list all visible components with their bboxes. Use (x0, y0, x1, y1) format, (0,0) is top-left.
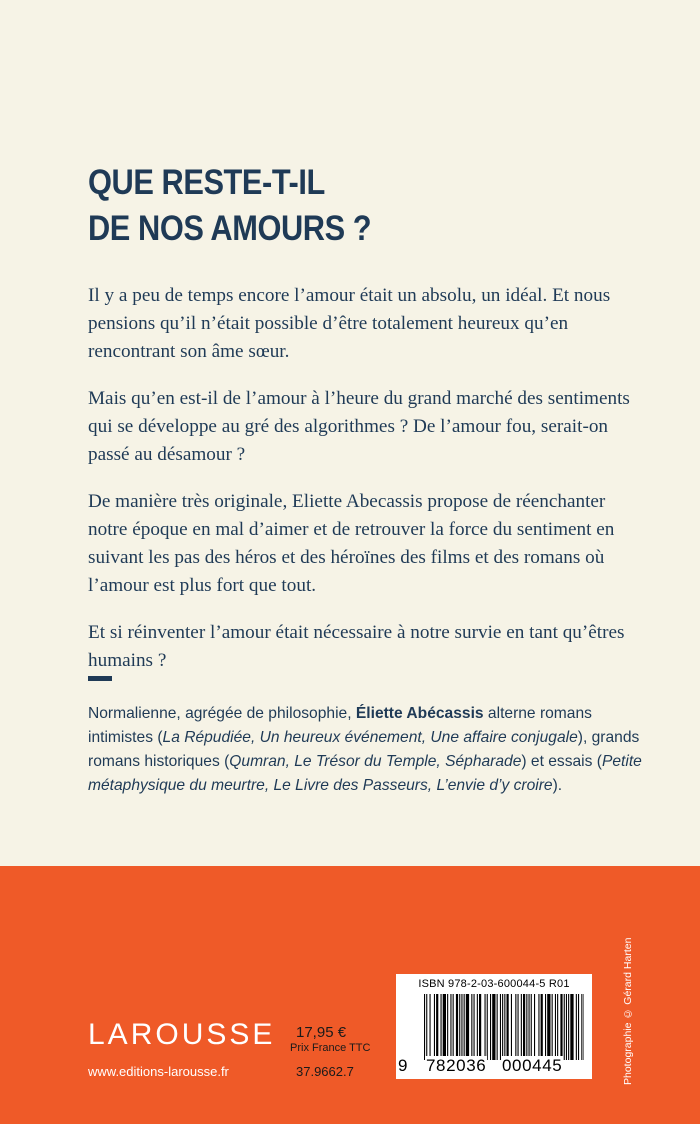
isbn-label: ISBN 978-2-03-600044-5 R01 (418, 978, 570, 990)
barcode-bar (477, 994, 478, 1060)
barcode-bar (430, 994, 431, 1060)
barcode-bar (529, 994, 530, 1060)
author-name: Éliette Abécassis (355, 705, 484, 722)
barcode-bar (426, 994, 427, 1060)
barcode-bar (436, 994, 438, 1060)
barcode-bar (523, 994, 525, 1060)
barcode-bar (515, 994, 516, 1060)
barcode-bar (456, 994, 458, 1060)
barcode-bar (497, 994, 498, 1060)
barcode-bar (538, 994, 539, 1060)
barcode-bar (459, 994, 460, 1060)
barcode-bar (434, 994, 435, 1060)
barcode-bar (507, 994, 509, 1060)
photo-credit: Photographie © Gérard Harten (622, 937, 634, 1085)
barcode-bar (541, 994, 543, 1060)
barcode-bar (447, 994, 448, 1060)
cover-bottom-band (0, 866, 700, 1124)
bio-text-3: ) et essais ( (521, 753, 602, 770)
barcode-bar (466, 994, 469, 1060)
barcode-bar (504, 994, 505, 1060)
title-line-2: DE NOS AMOURS ? (88, 209, 372, 248)
barcode-block (396, 974, 592, 1079)
barcode-digit-group-2: 000445 (502, 1056, 563, 1075)
barcode-bar (581, 994, 582, 1060)
price-amount: 17,95 € (296, 1024, 347, 1041)
barcode-bar (453, 994, 454, 1060)
barcode-bar (526, 994, 527, 1060)
barcode-bar (531, 994, 532, 1060)
publisher-logo: LAROUSSE (88, 1018, 276, 1051)
bio-historical-novels: Qumran, Le Trésor du Temple, Sépharade (229, 753, 522, 770)
barcode-bar (492, 994, 495, 1060)
bio-intimate-novels: La Répudiée, Un heureux événement, Une affaire conjugale (162, 729, 578, 746)
barcode-bar (518, 994, 519, 1060)
barcode-bar (461, 994, 462, 1060)
blurb-paragraph-3: De manière très originale, Eliette Abecassis propose de réenchanter notre époque en mal d’aimer et de retrouver la force du sentiment en suivant les pas des héros et des héroïnes des films et des romans où l’amour est plus fort que tout. (88, 491, 615, 596)
author-bio (88, 702, 658, 798)
barcode-bar (443, 994, 446, 1060)
barcode-bar (570, 994, 573, 1060)
barcode-bar (547, 994, 550, 1060)
barcode-digit-first: 9 (398, 1056, 409, 1075)
barcode-digit-group-1: 782036 (426, 1056, 487, 1075)
barcode-bar (474, 994, 475, 1060)
barcode-bars (424, 994, 584, 1060)
barcode-bar (490, 994, 491, 1060)
publisher-website[interactable]: www.editions-larousse.fr (88, 1064, 229, 1079)
price-note: Prix France TTC (290, 1042, 371, 1054)
bio-text-4: ). (552, 777, 563, 794)
barcode-bar (566, 994, 567, 1060)
barcode-bar (479, 994, 481, 1060)
barcode-bar (511, 994, 512, 1060)
barcode-bar (578, 994, 579, 1060)
bio-intro: Normalienne, agrégée de philosophie, (88, 705, 356, 722)
barcode-bar (485, 994, 486, 1060)
price-block (290, 1024, 374, 1054)
barcode-bar (576, 994, 577, 1060)
barcode-bar (521, 994, 522, 1060)
barcode-bar (557, 994, 558, 1060)
barcode-bar (555, 994, 556, 1060)
reference-number: 37.9662.7 (296, 1064, 354, 1079)
book-title (88, 160, 371, 252)
barcode-bar (584, 994, 585, 1060)
barcode-bar (471, 994, 472, 1060)
barcode-bar (560, 994, 562, 1060)
title-line-1: QUE RESTE-T-IL (88, 163, 325, 202)
barcode-bar (534, 994, 535, 1060)
barcode-bar (564, 994, 565, 1060)
section-divider (88, 676, 112, 681)
barcode-bar (568, 994, 569, 1060)
barcode-bar (464, 994, 465, 1060)
barcode-bar (500, 994, 501, 1060)
barcode-bar (450, 994, 451, 1060)
blurb-paragraph-4: Et si réinventer l’amour était nécessaire à notre survie en tant qu’êtres humains ? (88, 622, 625, 671)
barcode-bar (441, 994, 442, 1060)
barcode-bar (545, 994, 546, 1060)
barcode-bar (487, 994, 488, 1060)
barcode-bar (424, 994, 425, 1060)
blurb-paragraph-1: Il y a peu de temps encore l’amour était un absolu, un idéal. Et nous pensions qu’il n’était possible d’être totalement heureux qu’en rencontrant son âme sœur. (88, 285, 611, 362)
bio-text-1: alterne romans intimistes ( (88, 705, 592, 746)
barcode-bar (502, 994, 503, 1060)
bio-essays: Petite métaphysique du meurtre, Le Livre des Passeurs, L’envie d’y croire (88, 753, 642, 794)
blurb (88, 282, 648, 694)
bio-text-2: ), grands romans historiques ( (88, 729, 640, 770)
barcode-bar (552, 994, 553, 1060)
blurb-paragraph-2: Mais qu’en est-il de l’amour à l’heure du grand marché des sentiments qui se développe au gré des algorithmes ? De l’amour fou, serait-on passé au désamour ? (88, 388, 630, 465)
